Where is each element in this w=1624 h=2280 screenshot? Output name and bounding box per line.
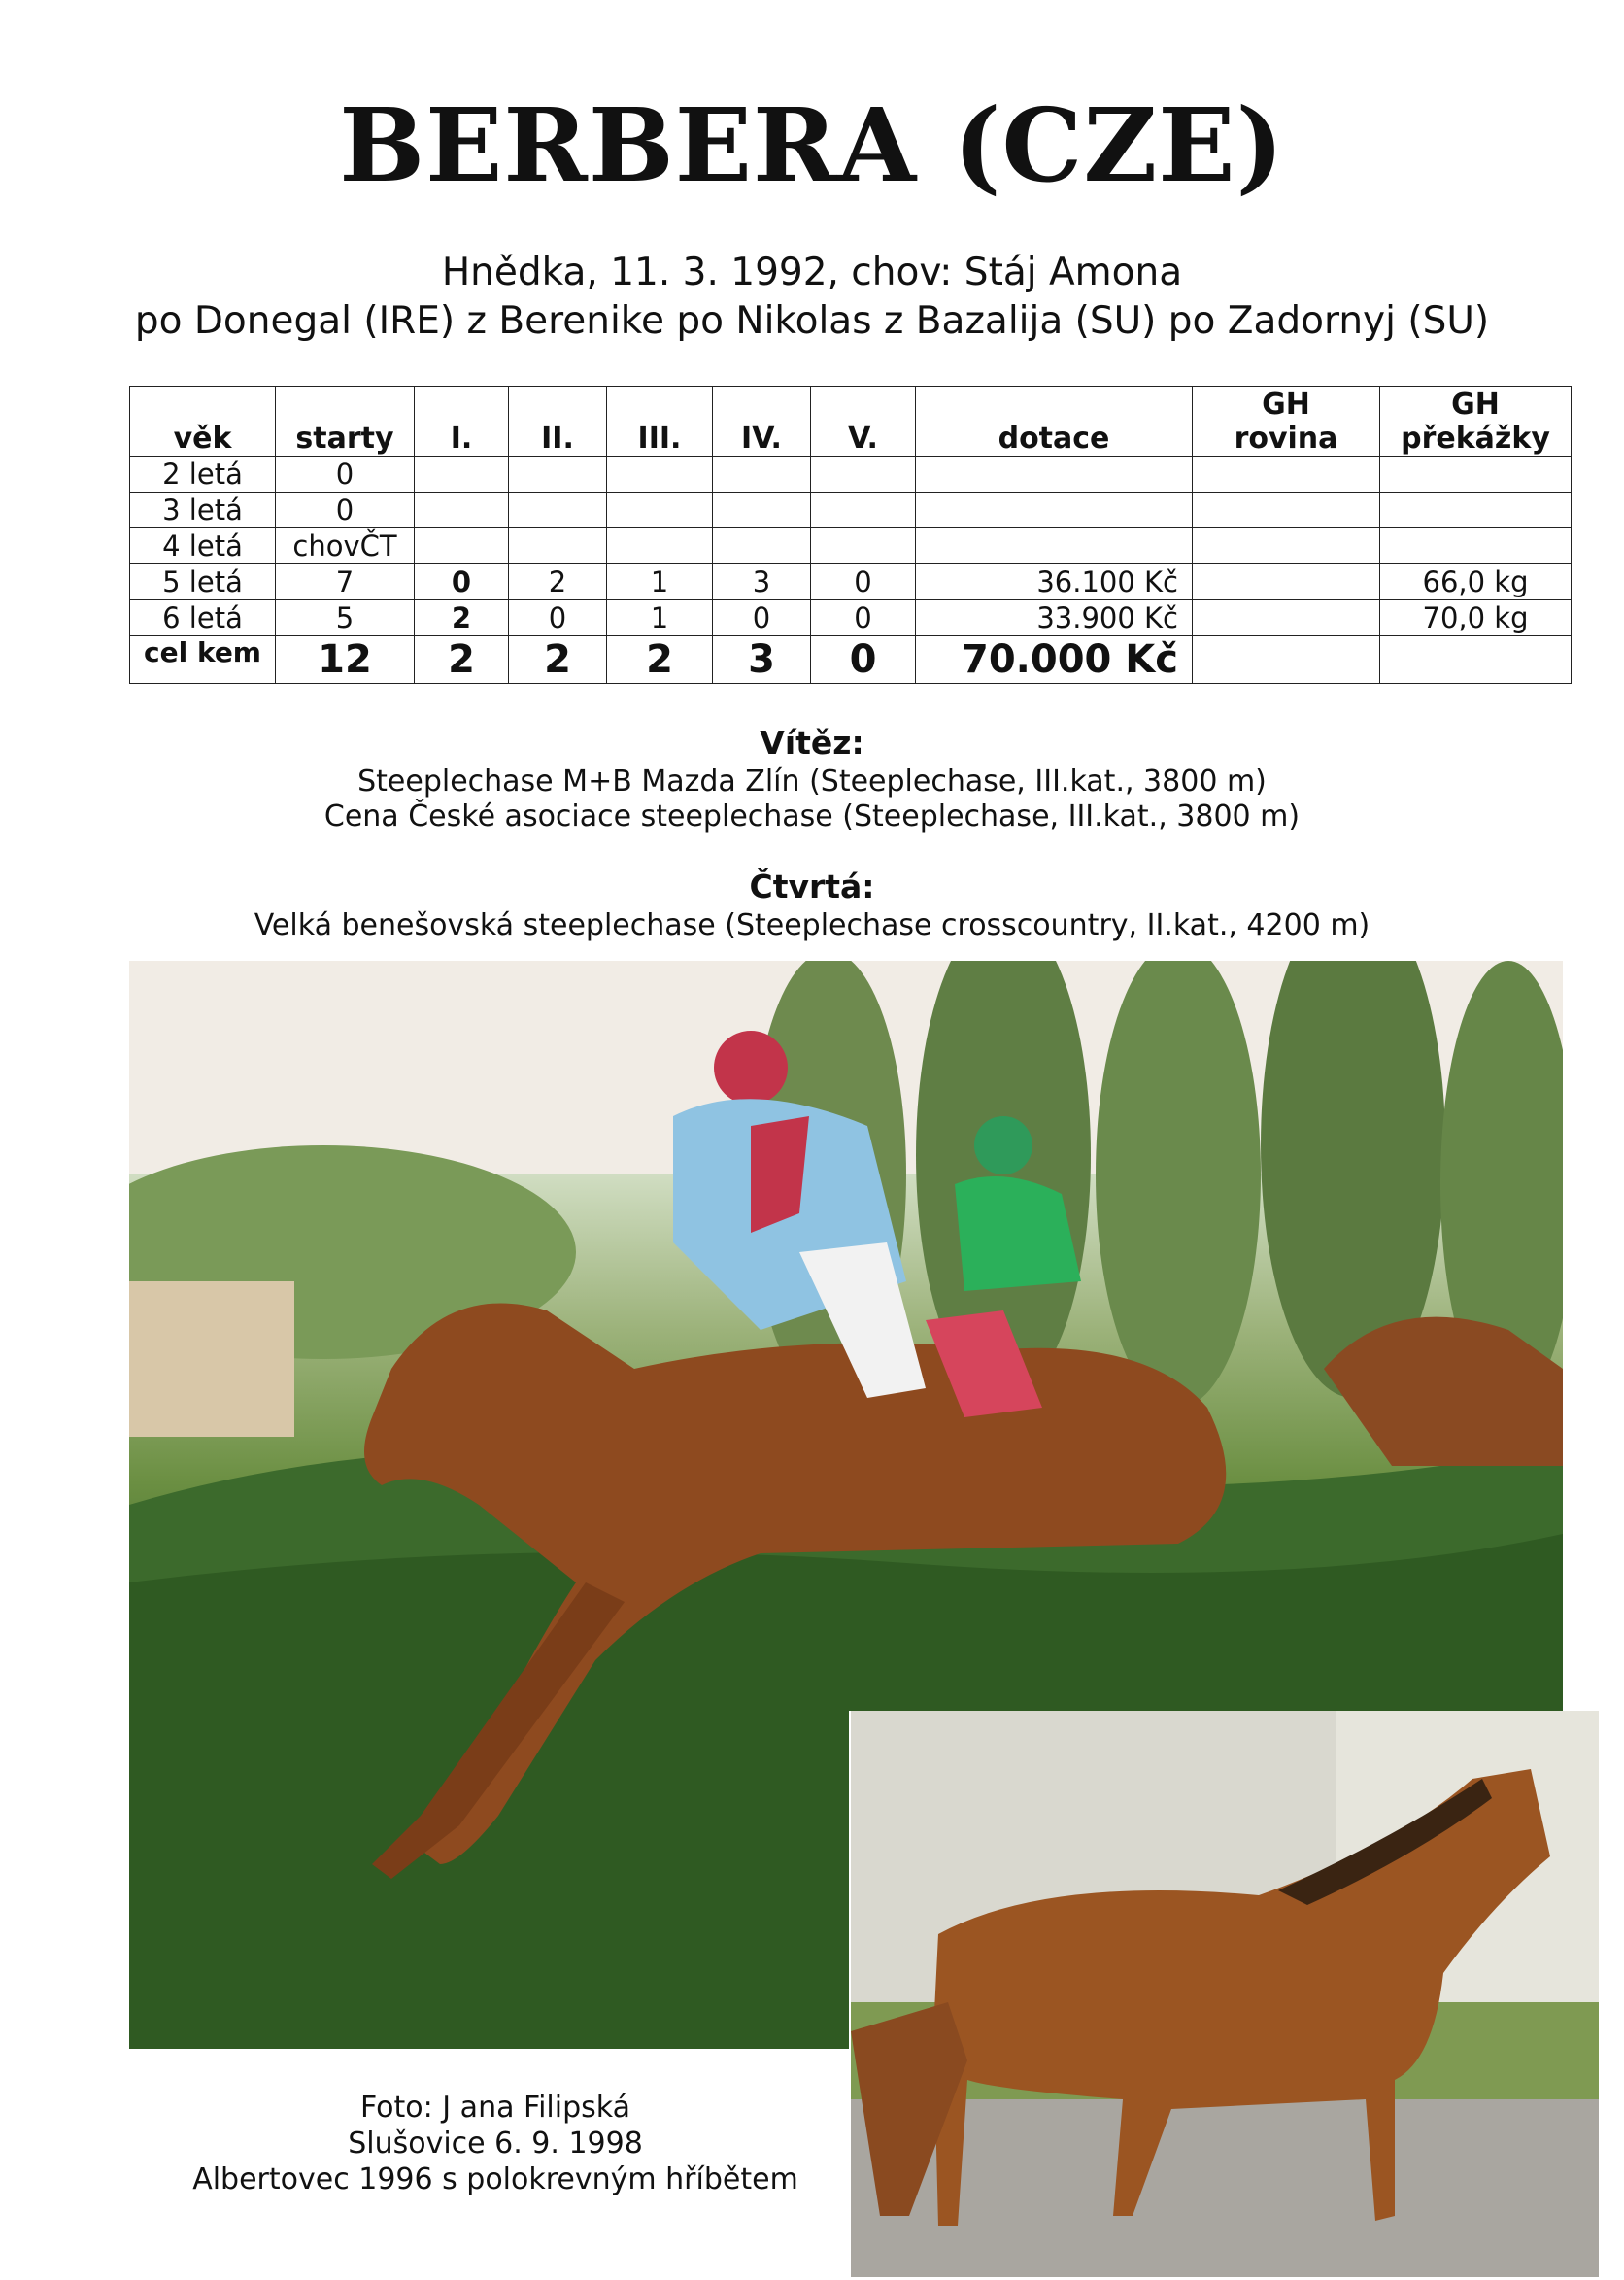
cell-starts: 5 xyxy=(276,600,415,636)
table-header-row xyxy=(130,387,1572,457)
winner-race: Steeplechase M+B Mazda Zlín (Steeplechase, III.kat., 3800 m) xyxy=(357,765,1267,799)
cell-third xyxy=(607,457,713,493)
cell-first xyxy=(415,493,509,528)
cell-gh-flat xyxy=(1193,564,1380,600)
cell-gh-jump: 66,0 kg xyxy=(1380,564,1572,600)
cell-second xyxy=(509,493,607,528)
cell-first: 2 xyxy=(415,600,509,636)
cell-fifth: 0 xyxy=(811,636,916,684)
horse-description: Hnědka, 11. 3. 1992, chov: Stáj Amona xyxy=(441,251,1183,294)
col-header-first: I. xyxy=(415,387,509,457)
table-total-row xyxy=(130,636,1572,684)
cell-gh-jump xyxy=(1380,493,1572,528)
photo-credit: Foto: J ana Filipská xyxy=(360,2091,630,2125)
cell-fifth: 0 xyxy=(811,564,916,600)
col-header-age: věk xyxy=(130,387,276,457)
cell-age: 4 letá xyxy=(130,528,276,564)
cell-third: 2 xyxy=(607,636,713,684)
cell-third xyxy=(607,528,713,564)
cell-starts: 0 xyxy=(276,457,415,493)
cell-gh-flat xyxy=(1193,493,1380,528)
col-header-fifth: V. xyxy=(811,387,916,457)
col-header-prize-money: dotace xyxy=(916,387,1193,457)
cell-fourth xyxy=(713,457,811,493)
cell-money: 36.100 Kč xyxy=(916,564,1193,600)
col-header-starts: starty xyxy=(276,387,415,457)
cell-fourth xyxy=(713,528,811,564)
cell-second: 2 xyxy=(509,564,607,600)
cell-fourth: 3 xyxy=(713,636,811,684)
cell-gh-flat xyxy=(1193,600,1380,636)
cell-gh-jump: 70,0 kg xyxy=(1380,600,1572,636)
table-row xyxy=(130,528,1572,564)
cell-second xyxy=(509,528,607,564)
table-row xyxy=(130,600,1572,636)
photo-inset-caption: Albertovec 1996 s polokrevným hříbětem xyxy=(192,2162,798,2196)
cell-starts: chovČT xyxy=(276,528,415,564)
cell-gh-flat xyxy=(1193,528,1380,564)
cell-fifth xyxy=(811,457,916,493)
table-row xyxy=(130,493,1572,528)
cell-fifth xyxy=(811,528,916,564)
col-header-gh-jump: GH překážky xyxy=(1380,387,1572,457)
col-header-gh-flat: GH rovina xyxy=(1193,387,1380,457)
cell-starts: 12 xyxy=(276,636,415,684)
col-header-fourth: IV. xyxy=(713,387,811,457)
table-row xyxy=(130,457,1572,493)
cell-gh-flat xyxy=(1193,457,1380,493)
race-statistics-table xyxy=(129,386,1572,684)
fourth-place-race: Velká benešovská steeplechase (Steeplechase crosscountry, II.kat., 4200 m) xyxy=(254,908,1370,942)
cell-first: 0 xyxy=(415,564,509,600)
fourth-place-heading: Čtvrtá: xyxy=(749,868,875,905)
cell-gh-flat xyxy=(1193,636,1380,684)
cell-fifth: 0 xyxy=(811,600,916,636)
cell-gh-jump xyxy=(1380,457,1572,493)
cell-age: 3 letá xyxy=(130,493,276,528)
cell-fourth: 3 xyxy=(713,564,811,600)
cell-starts: 0 xyxy=(276,493,415,528)
cell-first xyxy=(415,528,509,564)
photo-location-date: Slušovice 6. 9. 1998 xyxy=(348,2127,643,2161)
cell-third: 1 xyxy=(607,600,713,636)
cell-first: 2 xyxy=(415,636,509,684)
cell-gh-jump xyxy=(1380,636,1572,684)
cell-money: 33.900 Kč xyxy=(916,600,1193,636)
winner-race: Cena České asociace steeplechase (Steeplechase, III.kat., 3800 m) xyxy=(323,800,1301,834)
cell-second: 0 xyxy=(509,600,607,636)
horse-name-title: BERBERA (CZE) xyxy=(339,85,1285,205)
col-header-third: III. xyxy=(607,387,713,457)
cell-third: 1 xyxy=(607,564,713,600)
horse-portrait-photo xyxy=(849,1711,1599,2277)
cell-gh-jump xyxy=(1380,528,1572,564)
cell-age: 2 letá xyxy=(130,457,276,493)
cell-money xyxy=(916,493,1193,528)
cell-money: 70.000 Kč xyxy=(916,636,1193,684)
cell-age: 5 letá xyxy=(130,564,276,600)
cell-fourth: 0 xyxy=(713,600,811,636)
cell-second: 2 xyxy=(509,636,607,684)
cell-third xyxy=(607,493,713,528)
cell-money xyxy=(916,528,1193,564)
horse-pedigree: po Donegal (IRE) z Berenike po Nikolas z Bazalija (SU) po Zadornyj (SU) xyxy=(134,299,1490,343)
col-header-second: II. xyxy=(509,387,607,457)
table-row xyxy=(130,564,1572,600)
cell-fourth xyxy=(713,493,811,528)
cell-money xyxy=(916,457,1193,493)
cell-first xyxy=(415,457,509,493)
cell-age: 6 letá xyxy=(130,600,276,636)
winner-heading: Vítěz: xyxy=(760,724,864,762)
cell-fifth xyxy=(811,493,916,528)
cell-second xyxy=(509,457,607,493)
cell-starts: 7 xyxy=(276,564,415,600)
cell-age: cel kem xyxy=(130,636,276,684)
